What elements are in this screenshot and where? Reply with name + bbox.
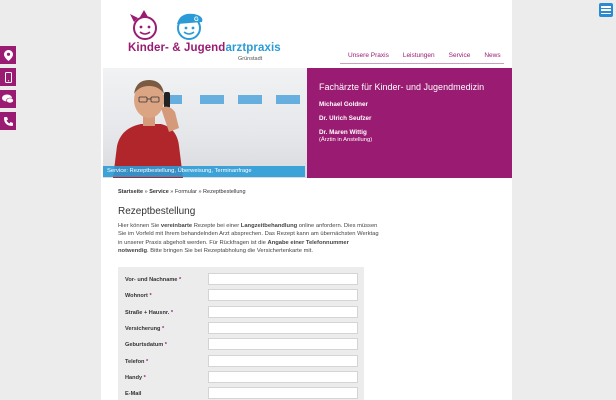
nav-item-unsere-praxis[interactable]: Unsere Praxis bbox=[348, 52, 389, 59]
kids-faces-logo-icon bbox=[128, 8, 278, 44]
nav-item-leistungen[interactable]: Leistungen bbox=[402, 52, 435, 59]
intro-text-bold: Langzeitbehandlung bbox=[240, 223, 298, 229]
doctor-name: Dr. Ulrich Seufzer bbox=[319, 115, 372, 122]
logo-subtitle: Grünstadt bbox=[238, 56, 263, 62]
menu-hamburger-button[interactable] bbox=[599, 3, 613, 17]
field-label: Telefon * bbox=[125, 359, 149, 365]
field-label: Geburtsdatum * bbox=[125, 342, 167, 348]
phone-call-icon[interactable] bbox=[0, 112, 16, 130]
breadcrumb-item-formular[interactable]: Formular bbox=[174, 189, 197, 195]
insurance-field[interactable] bbox=[208, 322, 358, 334]
field-label: Straße + Hausnr. * bbox=[125, 310, 174, 316]
form-row-strasse bbox=[118, 305, 364, 321]
intro-text-bold: vereinbarte bbox=[160, 223, 193, 229]
form-row-handy bbox=[118, 370, 364, 386]
form-row-geburtsdatum bbox=[118, 337, 364, 353]
field-label: Wohnort * bbox=[125, 293, 152, 299]
breadcrumb-item-startseite[interactable]: Startseite bbox=[118, 189, 144, 195]
intro-text-part: . Bitte bringen Sie bei Rezeptabholung die Versichertenkarte mit. bbox=[146, 248, 313, 255]
intro-text bbox=[118, 222, 380, 256]
field-label: Handy * bbox=[125, 375, 146, 381]
hamburger-bar bbox=[601, 9, 611, 11]
name-field[interactable] bbox=[208, 273, 358, 285]
doctor-photo-icon bbox=[103, 68, 307, 178]
page-title: Rezeptbestellung bbox=[118, 206, 196, 217]
hero-heading: Fachärzte für Kinder- und Jugendmedizin bbox=[319, 82, 485, 92]
intro-text-part: online anfordern. Dies müssen Sie im Vorfeld mit Ihrem behandelnden Arzt absprechen. Das Rezept kann am übernächsten Werktag in unserer Praxis abgeholt werden. Für Rückfragen ist die bbox=[118, 223, 379, 246]
main-nav bbox=[348, 52, 501, 59]
hero-photo bbox=[103, 68, 307, 178]
email-field[interactable] bbox=[208, 387, 358, 399]
field-label: Versicherung * bbox=[125, 326, 165, 332]
doctor-name: Dr. Maren Wittig bbox=[319, 129, 367, 136]
breadcrumb-separator: » bbox=[196, 189, 204, 195]
doctor-note: (Ärztin in Anstellung) bbox=[319, 137, 373, 143]
hero-caption[interactable]: Service: Rezeptbestellung, Überweisung, Terminanfrage bbox=[103, 166, 305, 177]
prescription-form bbox=[118, 267, 364, 400]
breadcrumb-separator: » bbox=[168, 189, 175, 195]
nav-item-service[interactable]: Service bbox=[448, 52, 471, 59]
form-row-wohnort bbox=[118, 288, 364, 304]
intro-text-bold: Angabe einer Telefonnummer notwendig bbox=[118, 239, 349, 255]
field-label: E-Mail bbox=[125, 391, 142, 397]
logo-title-part2: arztpraxis bbox=[225, 42, 281, 54]
form-row-name bbox=[118, 272, 364, 288]
hero-info-panel bbox=[307, 68, 512, 178]
form-row-telefon bbox=[118, 354, 364, 370]
intro-text-part: Hier können Sie bbox=[118, 223, 161, 229]
location-pin-icon[interactable] bbox=[0, 46, 16, 64]
hamburger-bar bbox=[601, 6, 611, 8]
site-logo[interactable] bbox=[128, 8, 281, 62]
mobile-phone-icon[interactable] bbox=[0, 68, 16, 86]
breadcrumb-item-current: Rezeptbestellung bbox=[203, 189, 246, 195]
mobile-field[interactable] bbox=[208, 371, 358, 383]
field-label: Vor- und Nachname * bbox=[125, 277, 182, 283]
form-row-versicherung bbox=[118, 321, 364, 337]
breadcrumb-separator: » bbox=[143, 189, 150, 195]
breadcrumb-item-service[interactable]: Service bbox=[149, 189, 169, 195]
nav-item-news[interactable]: News bbox=[484, 52, 501, 59]
phone-field[interactable] bbox=[208, 355, 358, 367]
hamburger-bar bbox=[601, 13, 611, 15]
doctor-name: Michael Goldner bbox=[319, 101, 368, 108]
breadcrumb bbox=[118, 189, 246, 195]
city-field[interactable] bbox=[208, 289, 358, 301]
nav-divider bbox=[340, 63, 504, 64]
chat-bubbles-icon[interactable] bbox=[0, 90, 16, 108]
logo-title-part1: Kinder- & Jugend bbox=[128, 42, 226, 54]
form-row-email bbox=[118, 386, 364, 400]
birthdate-field[interactable] bbox=[208, 338, 358, 350]
svg-text:G: G bbox=[194, 17, 199, 23]
logo-title bbox=[128, 42, 281, 54]
intro-text-part: Rezepte bei einer bbox=[192, 223, 241, 229]
street-field[interactable] bbox=[208, 306, 358, 318]
